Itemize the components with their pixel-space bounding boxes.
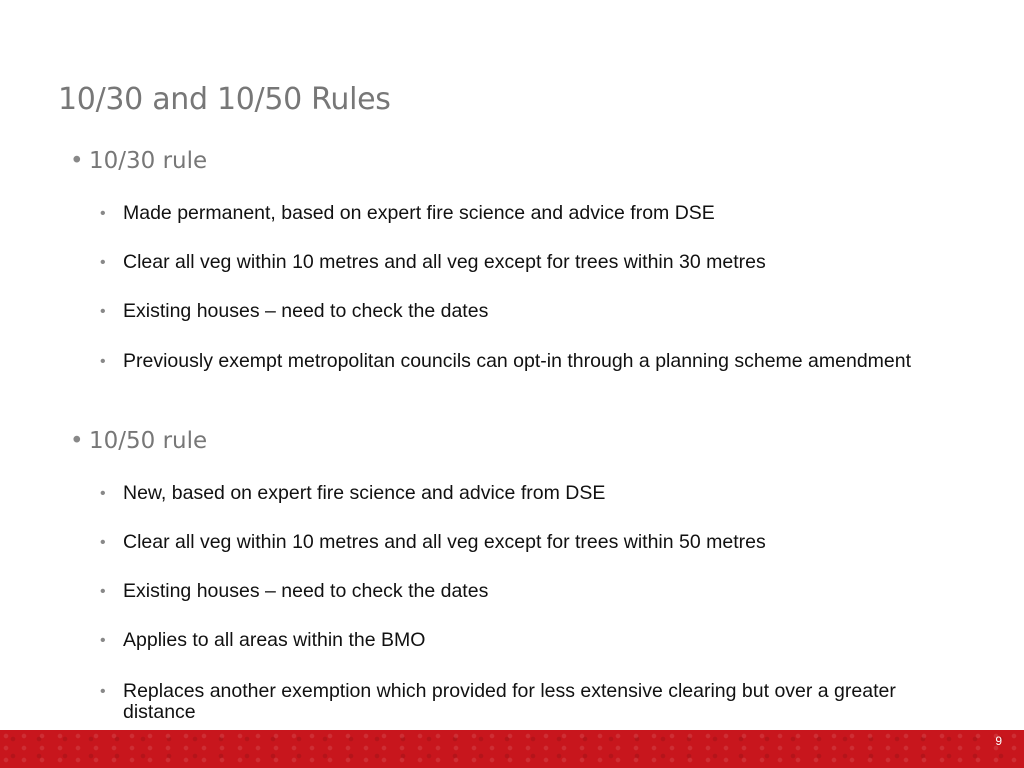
list-item-text: Existing houses – need to check the dates: [123, 580, 489, 602]
bullet-icon: •: [100, 583, 106, 600]
section-heading-10-30: [70, 147, 207, 175]
bullet-icon: •: [100, 683, 106, 700]
list-item-text: Clear all veg within 10 metres and all veg except for trees within 30 metres: [123, 251, 766, 273]
slide-title: 10/30 and 10/50 Rules: [58, 82, 391, 117]
list-item-text: Previously exempt metropolitan councils can opt-in through a planning scheme amendment: [123, 350, 912, 372]
list-item: [100, 351, 930, 372]
page-number: 9: [995, 734, 1002, 748]
bullet-icon: •: [100, 534, 106, 551]
list-item: [100, 203, 930, 224]
bullet-icon: •: [100, 485, 106, 502]
bullet-icon: •: [100, 353, 106, 370]
bullet-icon: •: [100, 632, 106, 649]
bullet-icon: •: [100, 205, 106, 222]
list-item: [100, 301, 930, 322]
list-item-text: Existing houses – need to check the dates: [123, 300, 489, 322]
section-heading-10-50: [70, 427, 207, 455]
list-item-text: Clear all veg within 10 metres and all veg except for trees within 50 metres: [123, 531, 766, 553]
section-heading-text: 10/50 rule: [89, 428, 208, 454]
list-item: [100, 483, 930, 504]
bullet-icon: •: [70, 428, 84, 454]
list-item: [100, 581, 930, 602]
bullet-icon: •: [70, 148, 84, 174]
footer-band: [0, 730, 1024, 768]
bullet-icon: •: [100, 303, 106, 320]
list-item: [100, 681, 930, 723]
list-item-text: Applies to all areas within the BMO: [123, 629, 426, 651]
list-item: [100, 630, 930, 651]
section-heading-text: 10/30 rule: [89, 148, 208, 174]
list-item-text: New, based on expert fire science and advice from DSE: [123, 482, 606, 504]
list-item: [100, 252, 930, 273]
list-item-text: Replaces another exemption which provided for less extensive clearing but over a greater distance: [123, 680, 896, 723]
bullet-icon: •: [100, 254, 106, 271]
list-item: [100, 532, 930, 553]
list-item-text: Made permanent, based on expert fire science and advice from DSE: [123, 202, 715, 224]
